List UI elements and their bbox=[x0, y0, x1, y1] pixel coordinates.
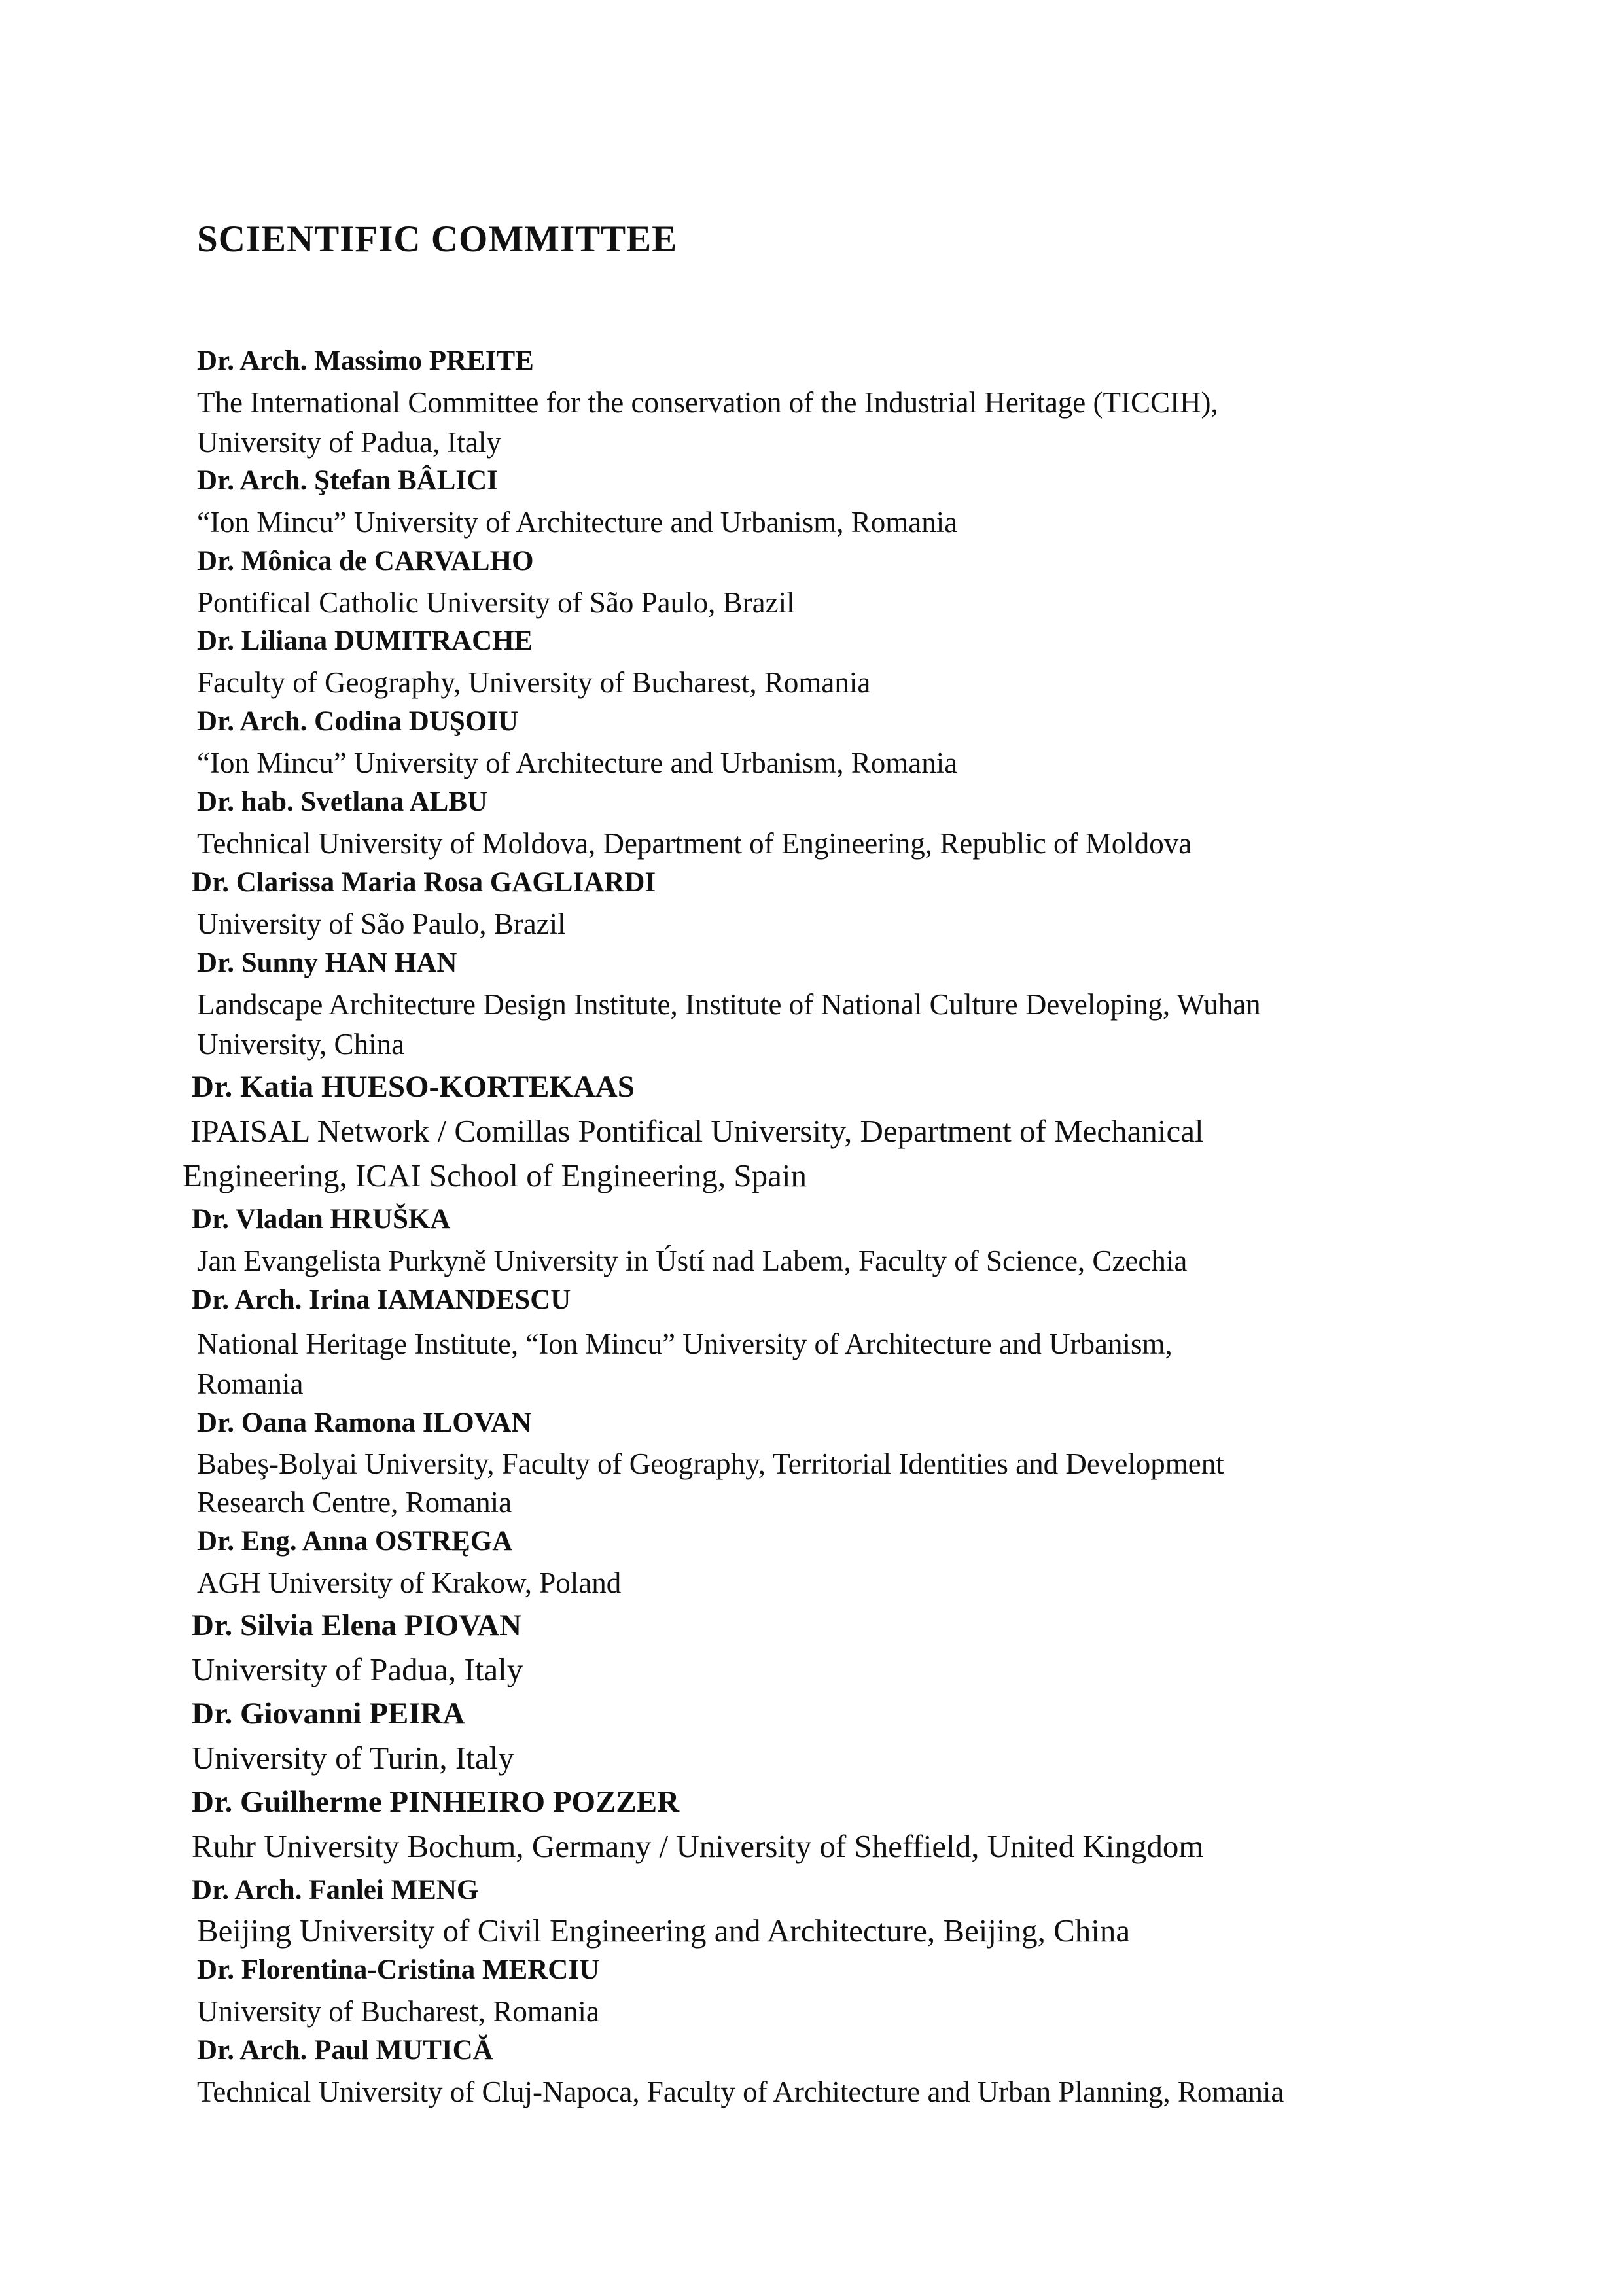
member-affiliation: Technical University of Moldova, Department of Engineering, Republic of Moldova bbox=[197, 827, 1192, 860]
member-name: Dr. Florentina-Cristina MERCIU bbox=[197, 1954, 600, 1985]
member-name: Dr. Mônica de CARVALHO bbox=[197, 546, 534, 576]
member-affiliation: Faculty of Geography, University of Bucharest, Romania bbox=[197, 666, 871, 699]
member-affiliation: Romania bbox=[197, 1368, 304, 1400]
member-name: Dr. Arch. Paul MUTICĂ bbox=[197, 2035, 493, 2066]
member-name: Dr. Arch. Irina IAMANDESCU bbox=[192, 1284, 571, 1315]
member-name: Dr. Liliana DUMITRACHE bbox=[197, 626, 533, 656]
member-name: Dr. Arch. Massimo PREITE bbox=[197, 345, 534, 376]
member-affiliation: Technical University of Cluj-Napoca, Faculty of Architecture and Urban Planning, Romania bbox=[197, 2075, 1284, 2108]
member-affiliation: University of Turin, Italy bbox=[192, 1740, 514, 1776]
member-affiliation: AGH University of Krakow, Poland bbox=[197, 1566, 622, 1599]
member-name: Dr. Guilherme PINHEIRO POZZER bbox=[192, 1785, 680, 1819]
member-name: Dr. hab. Svetlana ALBU bbox=[197, 786, 488, 817]
member-affiliation: University of Bucharest, Romania bbox=[197, 1995, 599, 2028]
member-affiliation: Engineering, ICAI School of Engineering, Spain bbox=[183, 1157, 807, 1193]
member-affiliation: University of Padua, Italy bbox=[197, 426, 501, 459]
member-affiliation: University of São Paulo, Brazil bbox=[197, 908, 566, 940]
member-affiliation: University, China bbox=[197, 1028, 405, 1061]
member-affiliation: “Ion Mincu” University of Architecture and Urbanism, Romania bbox=[197, 506, 958, 539]
member-name: Dr. Arch. Fanlei MENG bbox=[192, 1875, 479, 1905]
member-affiliation: National Heritage Institute, “Ion Mincu” University of Architecture and Urbanism, bbox=[197, 1328, 1173, 1360]
member-name: Dr. Arch. Codina DUŞOIU bbox=[197, 706, 519, 737]
member-affiliation: “Ion Mincu” University of Architecture and Urbanism, Romania bbox=[197, 747, 958, 779]
member-name: Dr. Oana Ramona ILOVAN bbox=[197, 1407, 532, 1438]
member-name: Dr. Sunny HAN HAN bbox=[197, 947, 457, 978]
member-affiliation: IPAISAL Network / Comillas Pontifical University, Department of Mechanical bbox=[190, 1113, 1204, 1149]
member-affiliation: Jan Evangelista Purkyně University in Ústí nad Labem, Faculty of Science, Czechia bbox=[197, 1245, 1188, 1277]
member-name: Dr. Vladan HRUŠKA bbox=[192, 1204, 451, 1235]
member-affiliation: Landscape Architecture Design Institute, Institute of National Culture Developing, Wuhan bbox=[197, 988, 1261, 1021]
member-affiliation: Research Centre, Romania bbox=[197, 1486, 512, 1519]
page-title: SCIENTIFIC COMMITTEE bbox=[197, 219, 678, 260]
member-affiliation: Beijing University of Civil Engineering and Architecture, Beijing, China bbox=[197, 1913, 1131, 1949]
member-name: Dr. Clarissa Maria Rosa GAGLIARDI bbox=[192, 867, 656, 898]
member-name: Dr. Giovanni PEIRA bbox=[192, 1697, 465, 1731]
member-name: Dr. Katia HUESO-KORTEKAAS bbox=[192, 1070, 635, 1104]
member-name: Dr. Silvia Elena PIOVAN bbox=[192, 1608, 522, 1642]
member-name: Dr. Eng. Anna OSTRĘGA bbox=[197, 1526, 513, 1557]
member-name: Dr. Arch. Ştefan BÂLICI bbox=[197, 465, 498, 496]
member-affiliation: The International Committee for the conservation of the Industrial Heritage (TICCIH), bbox=[197, 386, 1218, 419]
member-affiliation: Babeş-Bolyai University, Faculty of Geography, Territorial Identities and Development bbox=[197, 1447, 1224, 1480]
member-affiliation: Ruhr University Bochum, Germany / University of Sheffield, United Kingdom bbox=[192, 1828, 1204, 1864]
member-affiliation: University of Padua, Italy bbox=[192, 1651, 523, 1687]
member-affiliation: Pontifical Catholic University of São Paulo, Brazil bbox=[197, 586, 795, 619]
